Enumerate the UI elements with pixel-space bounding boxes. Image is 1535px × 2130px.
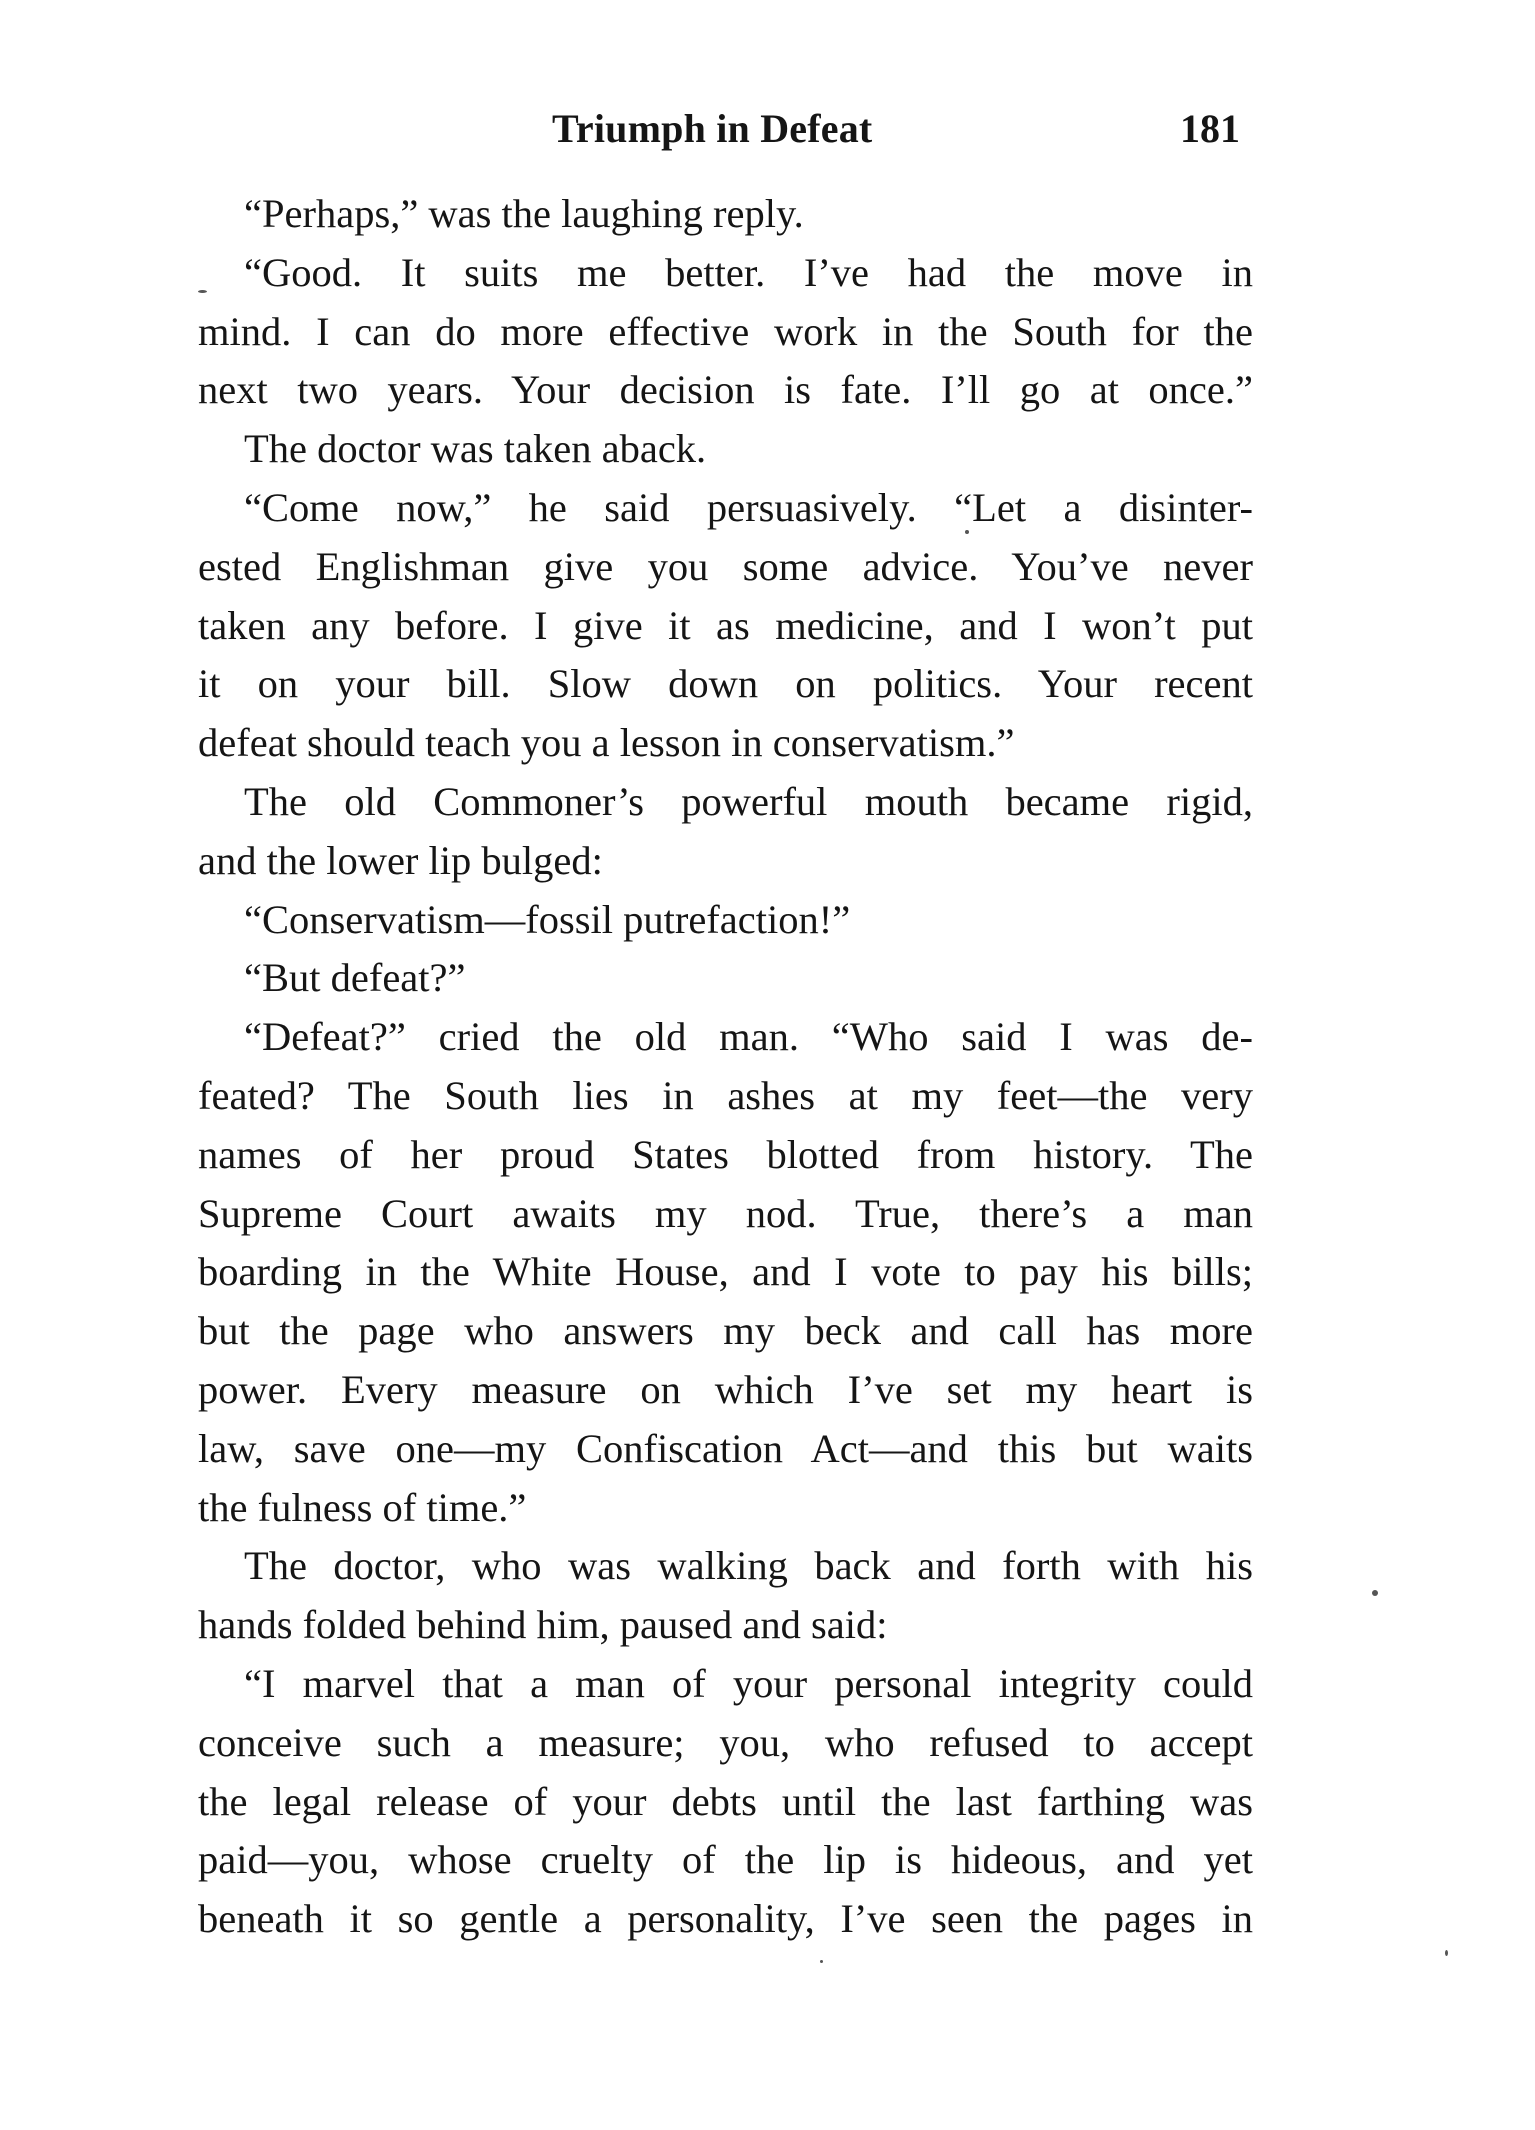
text-line: “Good. It suits me better. I’ve had the move in (244, 249, 1253, 295)
text-line: it on your bill. Slow down on politics. Your recent (198, 661, 1253, 707)
text-line: law, save one—my Confiscation Act—and this but waits (198, 1425, 1253, 1471)
scan-speck (1445, 1950, 1448, 1956)
text-line: ested Englishman give you some advice. You’ve never (198, 543, 1253, 589)
text-line: Supreme Court awaits my nod. True, there’s a man (198, 1190, 1253, 1236)
text-line: hands folded behind him, paused and said: (198, 1602, 888, 1648)
text-line: paid—you, whose cruelty of the lip is hideous, and yet (198, 1837, 1253, 1883)
text-line: but the page who answers my beck and call has more (198, 1308, 1253, 1354)
chapter-title: Triumph in Defeat (552, 106, 873, 151)
scan-speck (820, 1960, 823, 1963)
scan-speck (198, 290, 207, 293)
text-line: The doctor was taken aback. (244, 426, 707, 472)
text-line: The doctor, who was walking back and forth with his (244, 1543, 1253, 1589)
text-line: “Come now,” he said persuasively. “Let a disinter- (244, 484, 1253, 530)
page-number: 181 (1180, 106, 1240, 151)
text-line: boarding in the White House, and I vote to pay his bills; (198, 1249, 1253, 1295)
text-line: next two years. Your decision is fate. I’ll go at once.” (198, 367, 1253, 413)
text-line: “Perhaps,” was the laughing reply. (244, 191, 804, 236)
text-line: “Conservatism—fossil putrefaction!” (244, 896, 851, 942)
text-line: mind. I can do more effective work in the South for the (198, 308, 1253, 354)
text-line: “Defeat?” cried the old man. “Who said I was de- (244, 1014, 1253, 1060)
text-line: conceive such a measure; you, who refused to accept (198, 1719, 1253, 1765)
text-line: “I marvel that a man of your personal integrity could (244, 1660, 1253, 1706)
scan-speck (1372, 1590, 1378, 1596)
text-line: power. Every measure on which I’ve set my heart is (198, 1366, 1253, 1412)
text-line: beneath it so gentle a personality, I’ve seen the pages in (198, 1896, 1253, 1942)
text-line: the fulness of time.” (198, 1484, 527, 1530)
scan-speck (965, 530, 969, 534)
text-line: feated? The South lies in ashes at my feet—the very (198, 1072, 1253, 1118)
text-line: names of her proud States blotted from history. The (198, 1131, 1253, 1177)
text-line: defeat should teach you a lesson in conservatism.” (198, 720, 1015, 766)
body-text (198, 185, 1253, 1949)
text-line: The old Commoner’s powerful mouth became rigid, (244, 778, 1253, 824)
text-line: “But defeat?” (244, 955, 466, 1001)
text-line: and the lower lip bulged: (198, 837, 603, 883)
text-line: the legal release of your debts until the last farthing was (198, 1778, 1253, 1824)
text-line: taken any before. I give it as medicine, and I won’t put (198, 602, 1253, 648)
running-header (200, 105, 1250, 165)
